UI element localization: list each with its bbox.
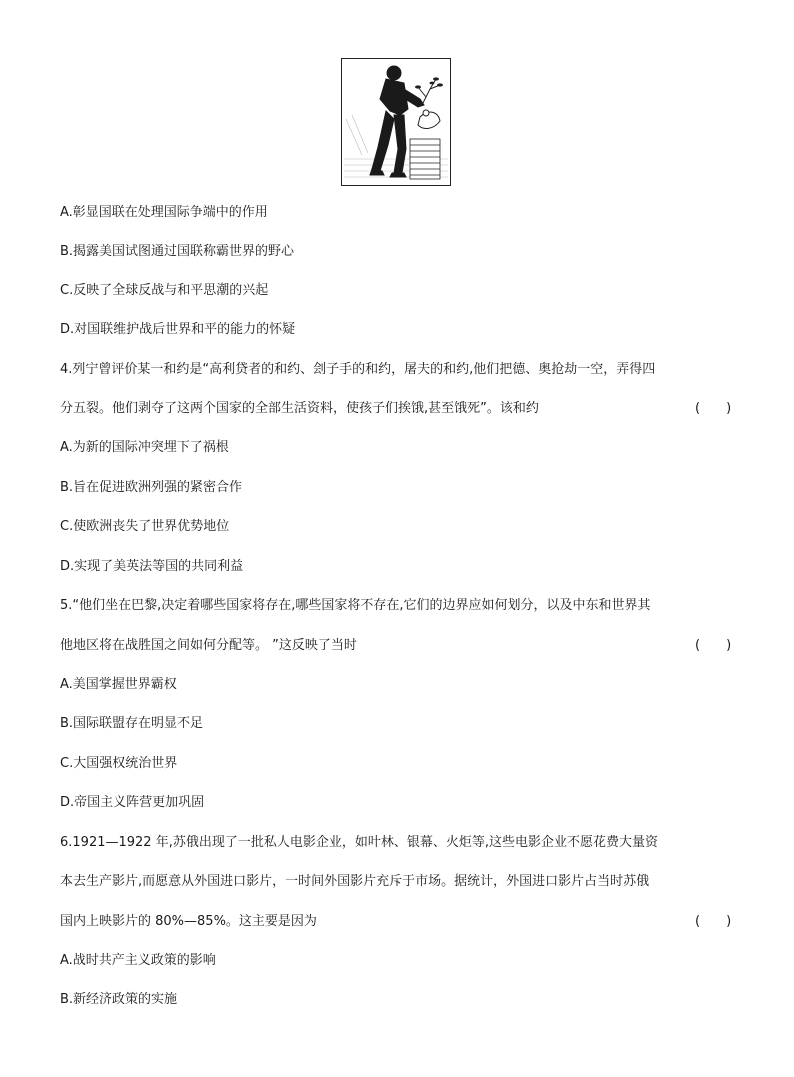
q5-stem-line1: 5.“他们坐在巴黎,决定着哪些国家将存在,哪些国家将不存在,它们的边界应如何划分，以及中东和世界其: [60, 598, 651, 613]
q3-option-d: D.对国联维护战后世界和平的能力的怀疑: [60, 322, 296, 337]
q3-option-c: C.反映了全球反战与和平思潮的兴起: [60, 283, 269, 298]
q4-stem-line2: 分五裂。他们剥夺了这两个国家的全部生活资料，使孩子们挨饿,甚至饿死”。该和约: [60, 401, 539, 416]
q5-option-d: D.帝国主义阵营更加巩固: [60, 795, 205, 810]
cartoon-drawing: [342, 59, 450, 185]
q3-option-a: A.彰显国联在处理国际争端中的作用: [60, 205, 268, 220]
q6-answer-paren: ( ): [695, 914, 732, 929]
q4-option-c: C.使欧洲丧失了世界优势地位: [60, 519, 230, 534]
q5-stem-line2: 他地区将在战胜国之间如何分配等。 ”这反映了当时: [60, 638, 357, 653]
q4-option-d: D.实现了美英法等国的共同利益: [60, 559, 244, 574]
q4-answer-paren: ( ): [695, 401, 732, 416]
q5-answer-paren: ( ): [695, 638, 732, 653]
q5-option-b: B.国际联盟存在明显不足: [60, 716, 204, 731]
q4-option-b: B.旨在促进欧洲列强的紧密合作: [60, 480, 243, 495]
q5-option-a: A.美国掌握世界霸权: [60, 677, 177, 692]
q6-option-a: A.战时共产主义政策的影响: [60, 953, 216, 968]
q3-option-b: B.揭露美国试图通过国联称霸世界的野心: [60, 244, 295, 259]
q6-stem-line3: 国内上映影片的 80%—85%。这主要是因为: [60, 914, 317, 929]
q4-stem-line1: 4.列宁曾评价某一和约是“高利贷者的和约、刽子手的和约，屠夫的和约,他们把德、奥抢劫一空，弄得四: [60, 362, 656, 377]
q6-option-b: B.新经济政策的实施: [60, 992, 178, 1007]
cartoon-illustration: [341, 58, 451, 186]
q4-option-a: A.为新的国际冲突埋下了祸根: [60, 440, 229, 455]
q6-stem-line2: 本去生产影片,而愿意从外国进口影片，一时间外国影片充斥于市场。据统计，外国进口影片占当时苏俄: [60, 874, 650, 889]
q5-option-c: C.大国强权统治世界: [60, 756, 178, 771]
q6-stem-line1: 6.1921—1922 年,苏俄出现了一批私人电影企业，如叶林、银幕、火炬等,这些电影企业不愿花费大量资: [60, 835, 658, 850]
